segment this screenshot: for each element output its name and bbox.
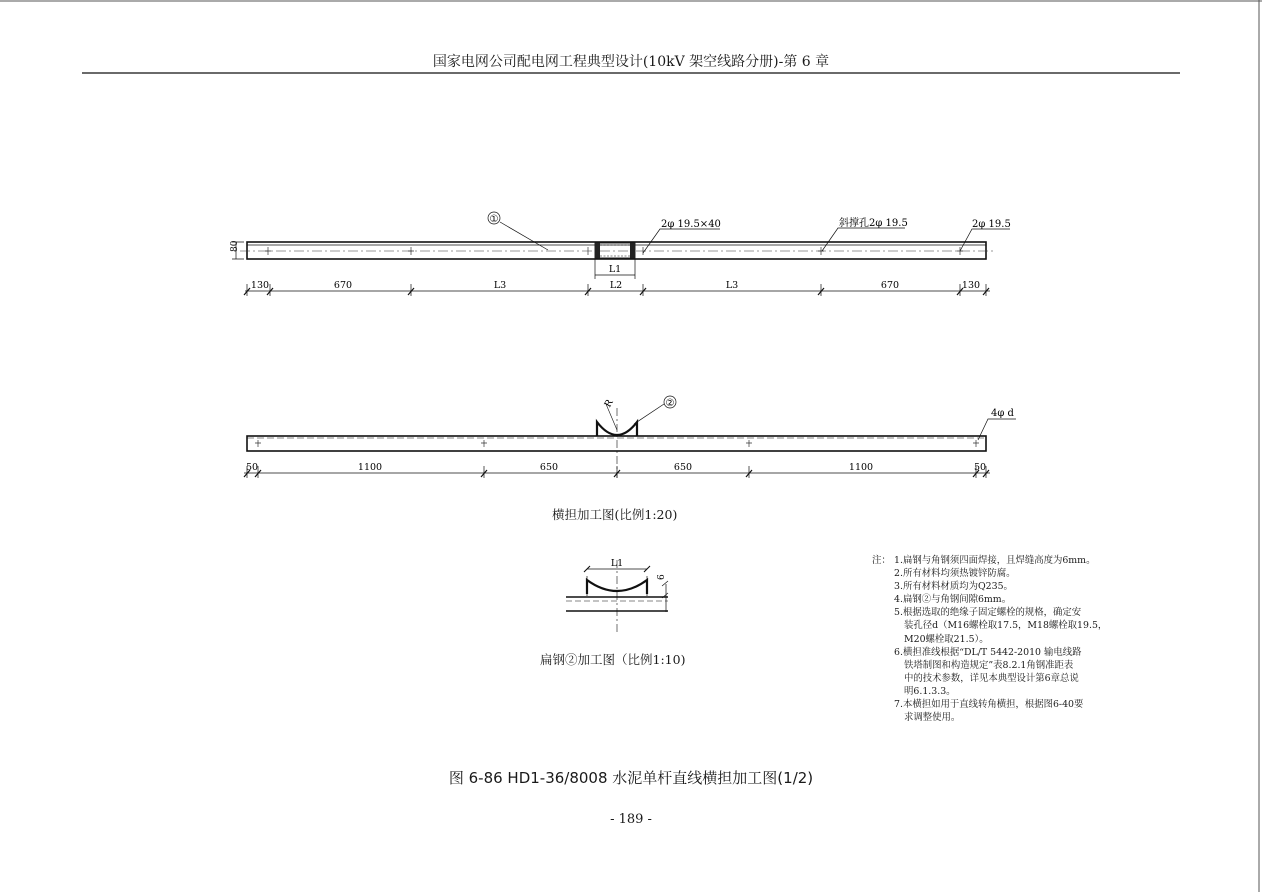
dim1-4: L2 (609, 280, 623, 291)
note-6-cont (872, 685, 1107, 698)
dim1-6: 670 (880, 280, 900, 291)
figure-caption: 图 6-86 HD1-36/8008 水泥单杆直线横担加工图(1/2) (448, 769, 814, 787)
dim2-4: 650 (673, 462, 693, 473)
leader-part1 (500, 222, 548, 250)
note-3-num: 3. (894, 581, 903, 593)
dim2-6: 50 (973, 462, 987, 473)
l1-dim-text: L1 (608, 264, 622, 275)
note-4-line-1: 扁钢②与角钢间隙6mm。 (902, 594, 1012, 606)
oblique-hole-callout: 斜撑孔2φ 19.5 (839, 218, 908, 229)
note-5-line-3: M20螺栓取21.5）。 (904, 633, 989, 645)
note-6-line-2: 铁塔制图和构造规定”表8.2.1角钢准距表 (904, 659, 1074, 671)
note-6-cont (872, 659, 1107, 672)
center-slot (588, 243, 643, 258)
note-6-line-4: 明6.1.3.3。 (904, 685, 956, 697)
note-4 (872, 593, 1107, 606)
header-title: 国家电网公司配电网工程典型设计(10kV 架空线路分册)-第 6 章 (432, 54, 830, 70)
note-1-num: 1. (894, 555, 903, 566)
note-7-line-1: 本横担如用于直线转角横担，根据图6-40要 (902, 699, 1084, 711)
note-5-num: 5. (894, 607, 903, 619)
note-5-cont (872, 619, 1107, 632)
note-6-num: 6. (894, 646, 903, 658)
flat-steel-detail (566, 560, 668, 632)
leader-right-hole (960, 229, 1010, 251)
note-2-line-1: 所有材料均须热镀锌防腐。 (902, 568, 1016, 580)
dim2-1: 50 (245, 462, 259, 473)
note-6-line-3: 中的技术参数，详见本典型设计第6章总说 (904, 672, 1079, 684)
note-2-num: 2. (894, 568, 903, 580)
note-7-line-2: 求调整使用。 (904, 712, 961, 724)
dim1-2: 670 (333, 280, 353, 291)
note-2 (872, 567, 1107, 580)
note-5-line-1: 根据选取的绝缘子固定螺栓的规格，确定安 (902, 607, 1082, 619)
detail-dim-side: 6 (657, 574, 667, 580)
dim2-5: 1100 (848, 462, 874, 473)
note-6-line-1: 横担准线根据“DL/T 5442-2010 输电线路 (902, 646, 1082, 658)
note-7-cont (872, 711, 1107, 724)
note-5-line-2: 装孔径d（M16螺栓取17.5，M18螺栓取19.5， (904, 620, 1108, 632)
dim1-7: 130 (961, 280, 981, 291)
note-5 (872, 606, 1107, 619)
dimension-chain-2 (244, 466, 990, 478)
angle-steel-bar (247, 242, 986, 259)
note-7 (872, 698, 1107, 711)
flat-steel-saddle (597, 404, 664, 478)
notes-prefix: 注： (872, 555, 891, 566)
note-3-line-1: 所有材料材质均为Q235。 (902, 581, 1013, 593)
leader-hole-d (978, 419, 1016, 440)
leader-oblique (822, 228, 905, 251)
note-6 (872, 646, 1107, 659)
dim2-3: 650 (539, 462, 559, 473)
flat-steel-drawing-caption: 扁钢②加工图（比例1:10) (540, 652, 686, 667)
dim1-3: L3 (493, 280, 507, 291)
note-3 (872, 580, 1107, 593)
part2-number: ② (665, 398, 675, 409)
leader-slot (643, 229, 720, 253)
radius-label: R (602, 397, 616, 410)
part1-number: ① (489, 214, 499, 225)
note-1-line-1: 扁钢与角钢须四面焊接，且焊缝高度为6mm。 (902, 555, 1096, 566)
note-1 (872, 554, 1107, 567)
height-dim-text: 80 (230, 240, 240, 252)
page-number: - 189 - (610, 812, 652, 827)
dim1-1: 130 (250, 280, 270, 291)
right-hole-callout: 2φ 19.5 (972, 219, 1011, 230)
note-7-num: 7. (894, 699, 903, 711)
slot-callout: 2φ 19.5×40 (661, 219, 721, 230)
note-4-num: 4. (894, 594, 903, 606)
dim1-5: L3 (725, 280, 739, 291)
detail-dim-top: L1 (610, 558, 624, 569)
notes-block (872, 554, 1107, 724)
crossarm-drawing-caption: 横担加工图(比例1:20) (552, 507, 678, 522)
dim2-2: 1100 (357, 462, 383, 473)
hole-d-label: 4φ d (991, 408, 1014, 419)
note-5-cont (872, 633, 1107, 646)
note-6-cont (872, 672, 1107, 685)
